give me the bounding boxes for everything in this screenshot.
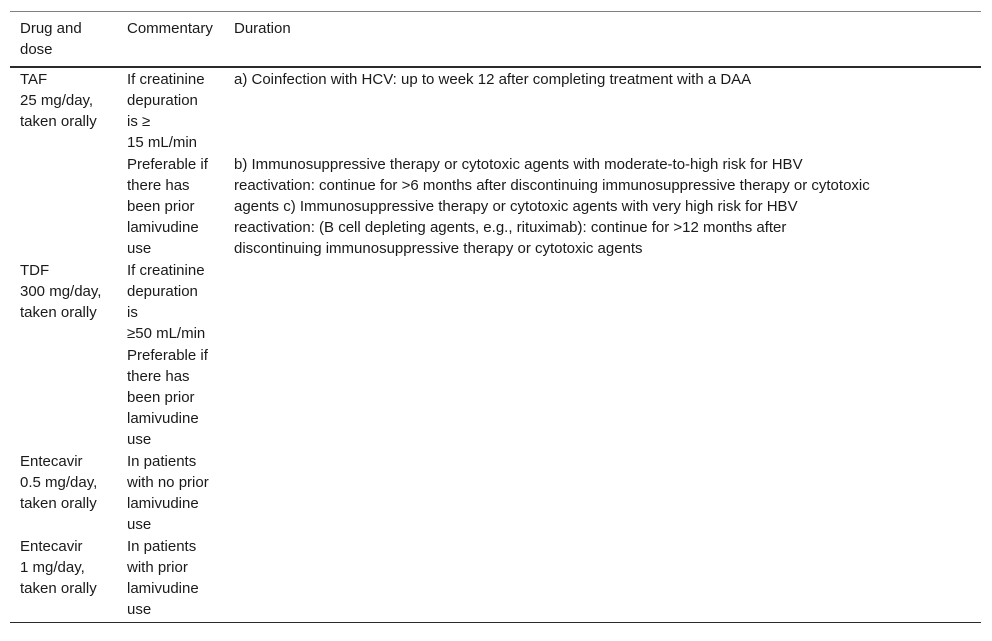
drug-cell-tdf: TDF 300 mg/day, taken orally: [20, 262, 102, 321]
duration-cell-b: b) Immunosuppressive therapy or cytotoxic agents with moderate-to-high risk for HBV reactivation: continue for >6 months after discontinuing immunosuppressive therapy or cytotoxic agents c) Immunosuppressive therapy or cytotoxic agents with very high risk for HBV reactivation: (B cell depleting agents, e.g., rituximab): continue for >12 months after discontinuing immunosuppressive therapy or cytotoxic agents: [234, 156, 870, 257]
commentary-cell-entecavir-1: In patients with prior lamivudine use: [127, 538, 199, 618]
table-row-taf-sub: [10, 153, 981, 259]
table-row-entecavir-0-5: [10, 450, 981, 535]
duration-cell-empty: [224, 535, 981, 623]
table-row-taf: [10, 67, 981, 153]
duration-cell-empty: [224, 344, 981, 450]
duration-cell-empty: [224, 450, 981, 535]
commentary-cell-taf-2: Preferable if there has been prior lamivudine use: [127, 156, 208, 257]
drug-cell-entecavir-1: Entecavir 1 mg/day, taken orally: [20, 538, 97, 597]
header-drug-and-dose: Drug and dose: [20, 20, 82, 58]
header-row: [10, 12, 981, 68]
commentary-cell-taf-1: If creatinine depuration is ≥ 15 mL/min: [127, 71, 205, 151]
header-duration: Duration: [234, 20, 291, 37]
drug-cell-taf: TAF 25 mg/day, taken orally: [20, 71, 97, 130]
commentary-cell-tdf-2: Preferable if there has been prior lamivudine use: [127, 347, 208, 448]
table-row-tdf-sub: [10, 344, 981, 450]
duration-cell-a: a) Coinfection with HCV: up to week 12 after completing treatment with a DAA: [234, 71, 752, 88]
commentary-cell-tdf-1: If creatinine depuration is ≥50 mL/min: [127, 262, 206, 342]
table-row-tdf: [10, 259, 981, 344]
drug-cell-entecavir-0-5: Entecavir 0.5 mg/day, taken orally: [20, 453, 98, 512]
header-commentary: Commentary: [127, 20, 213, 37]
drug-dosing-table: [10, 11, 981, 623]
commentary-cell-entecavir-0-5: In patients with no prior lamivudine use: [127, 453, 209, 533]
table-row-entecavir-1: [10, 535, 981, 623]
duration-cell-empty: [224, 259, 981, 344]
